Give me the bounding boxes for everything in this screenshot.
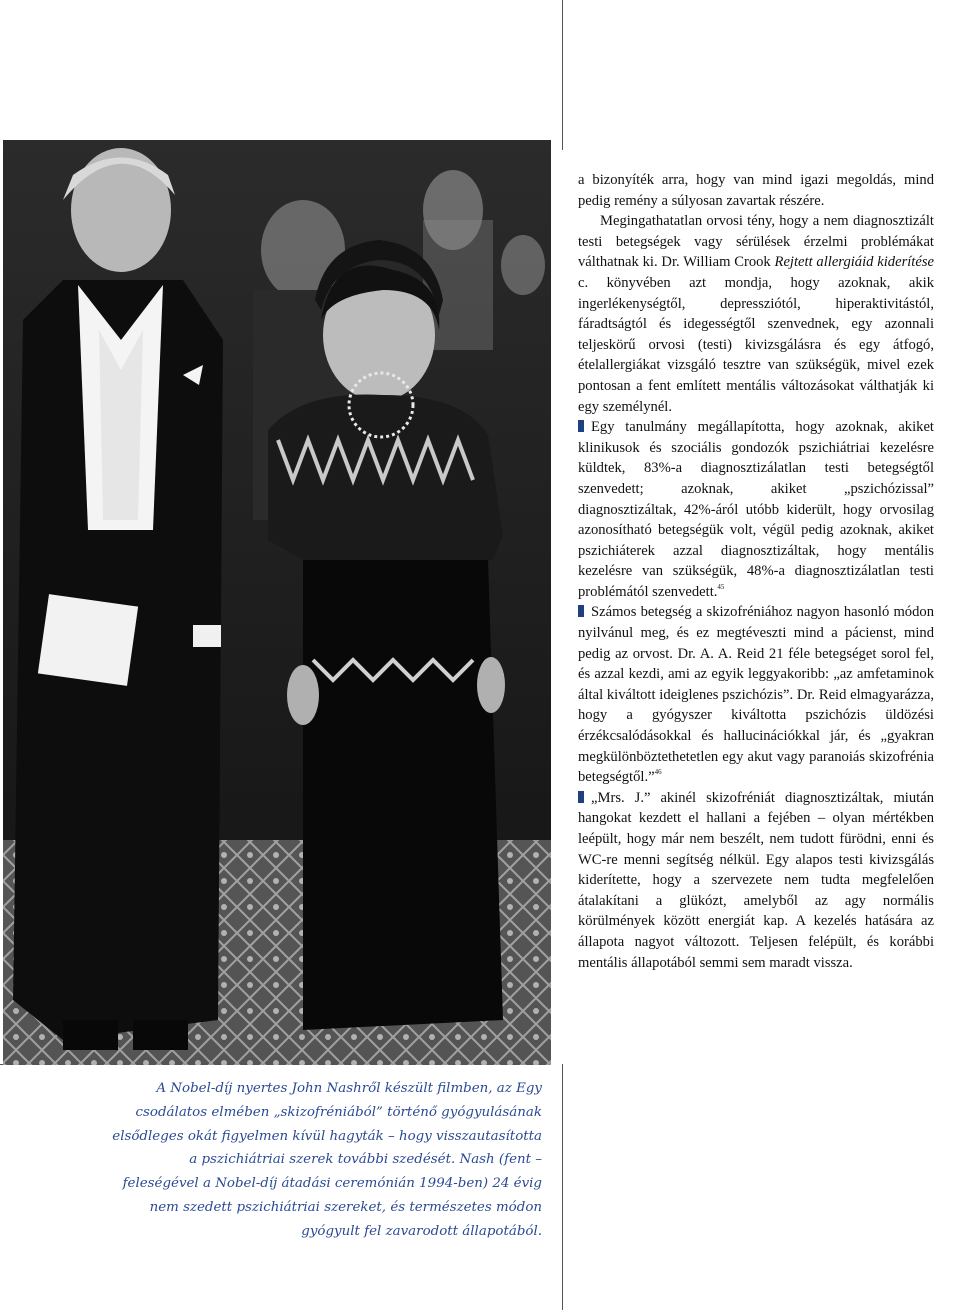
- paragraph-marker-icon: [578, 605, 584, 617]
- paragraph-marker-icon: [578, 791, 584, 803]
- paragraph-marker-icon: [578, 420, 584, 432]
- paragraph: [578, 417, 934, 602]
- paragraph-text: c. könyvében azt mondja, hogy azoknak, akik ingerlékenységtől, depressziótól, hiperaktivitástól, fáradtságtól és idegességtől szenvednek, egy azonnali teljeskörű orvosi (testi) kivizsgálásra és egy átfogó, ételallergiákat vizsgáló tesztre van szükségük, mivel ezek pontosan a fent említett mentális változásokat válthatják ki egy személynél.: [578, 274, 934, 415]
- crop-mark-top: [562, 0, 563, 150]
- photograph-couple-icon: [3, 140, 551, 1065]
- paragraph-text: Számos betegség a skizofréniához nagyon hasonló módon nyilvánul meg, és ez megtéveszti mind a pácienst, mind pedig az orvost. Dr. A. A. Reid 21 féle betegséget sorol fel, és azzal kezdi, ami az egyik leggyakoribb: „az amfetaminok által kiváltott ideiglenes pszichózis”. Dr. Reid elmagyarázza, hogy a gyógyszer kiváltotta pszichózis üldözési érzékcsalódásokkal és hallucinációkkal jár, és „gyakran megkülönböztethetetlen egy akut vagy paranoiás skizofrénia betegségtől.”: [578, 604, 934, 786]
- paragraph-text: „Mrs. J.” akinél skizofréniát diagnosztizáltak, miután hangokat kezdett el hallani a fejében – olyan mértékben leépült, hogy már nem beszélt, nem tudott fürödni, enni és WC-re menni segítség nélkül. Egy alapos testi kivizsgálás kiderítette, hogy a szervezete nem tudta megfelelően átalakítani a glükózt, amelyből az agy normális körülmények között energiát kap. A kezelés hatására az állapota nagyot változott. Teljesen felépült, és korábbi mentális állapotából semmi sem maradt vissza.: [578, 789, 934, 971]
- paragraph-text: Egy tanulmány megállapította, hogy azoknak, akiket klinikusok és szociális gondozók pszichiátriai kezelésre küldtek, 83%-a diagnosztizálatlan testi betegségtől szenvedett; azoknak, akiket „pszichózissal” diagnosztizáltak, 42%-áról utóbb kiderült, hogy orvosilag azonosítható betegségük volt, végül pedig azoknak, akiket pszichiáterek azzal diagnosztizáltak, hogy mentális kezelésre van szükségük, 48%-a diagnosztizálatlan testi problémától szenvedett.: [578, 419, 934, 600]
- crop-mark-bottom: [562, 1064, 563, 1310]
- book-title: Rejtett allergiáid kiderítése: [774, 254, 934, 271]
- article-body: [578, 170, 934, 973]
- paragraph-text: Megingathatatlan orvosi tény, hogy a nem diagnosztizált testi betegségek vagy sérülések érzelmi problémákat válthatnak ki. Dr. William Crook: [578, 213, 934, 271]
- paragraph: a bizonyíték arra, hogy van mind igazi megoldás, mind pedig remény a súlyosan zavartak részére.: [578, 172, 934, 209]
- photograph: [3, 140, 551, 1065]
- paragraph: [578, 788, 934, 973]
- paragraph: [578, 211, 934, 417]
- photo-caption: A Nobel-díj nyertes John Nashről készült filmben, az Egy csodálatos elmében „skizofréniából” történő gyógyulásának elsődleges okát figyelmen kívül hagyták – hogy visszautasította a pszichiátriai szerek további szedését. Nash (fent – feleségével a Nobel-díj átadási ceremónián 1994-ben) 24 évig nem szedett pszichiátriai szereket, és természetes módon gyógyult fel zavarodott állapotából.: [112, 1081, 542, 1239]
- footnote-ref: 45: [717, 582, 725, 591]
- footnote-ref: 46: [654, 768, 662, 777]
- paragraph: [578, 602, 934, 787]
